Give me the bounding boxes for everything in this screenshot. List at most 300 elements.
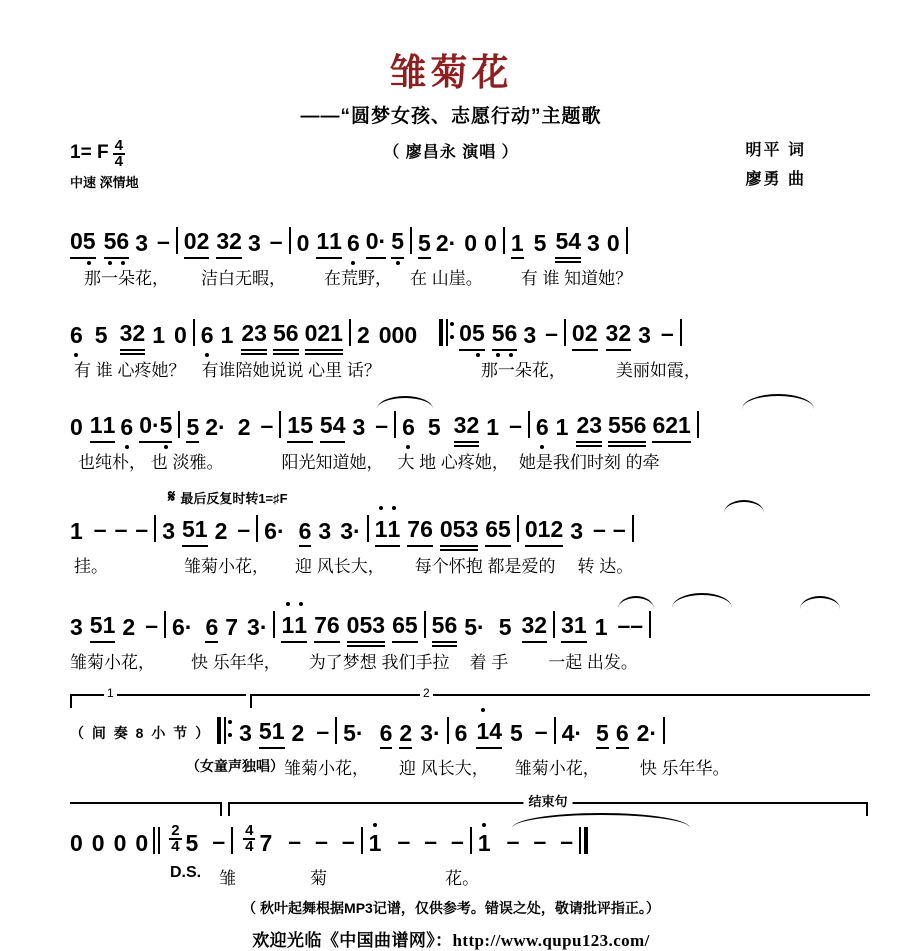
note-group xyxy=(485,516,511,552)
credits-block xyxy=(746,136,806,195)
note-group xyxy=(320,412,346,448)
note: 2 xyxy=(196,227,210,254)
note-extender: – xyxy=(212,827,226,854)
note: 0 xyxy=(113,829,127,856)
note: 5 xyxy=(471,319,485,346)
note: 5 xyxy=(596,722,609,754)
note: 3 xyxy=(119,319,133,346)
note-group xyxy=(366,228,386,264)
lyric-segment: 大 地 心疼她， xyxy=(397,452,509,472)
lyric-segment: 菊 xyxy=(310,868,328,888)
lyric-segment: 迎 风长大， xyxy=(399,758,489,778)
note: 0 xyxy=(91,829,105,856)
note-group xyxy=(305,320,343,356)
note: 3 xyxy=(561,611,574,638)
volta-label: 1 xyxy=(104,687,117,699)
ending-label: 结束句 xyxy=(523,795,572,808)
note: 1 xyxy=(220,321,234,348)
lyric-segment: 雏菊小花， xyxy=(514,758,600,778)
note: 3 xyxy=(638,321,651,348)
note-extender: – xyxy=(617,611,631,638)
note-extender: – xyxy=(451,827,464,854)
barline xyxy=(164,611,166,638)
note: 4 xyxy=(332,411,346,438)
note: 1 xyxy=(511,232,524,264)
note: 3 xyxy=(465,515,479,542)
note-extender: – xyxy=(260,411,274,438)
website-footer: 欢迎光临《中国曲谱网》：http://www.qupu123.com/ xyxy=(252,930,650,950)
note: 0 xyxy=(173,321,187,348)
note: 6· xyxy=(171,613,193,640)
barline xyxy=(335,717,337,744)
note: 5 xyxy=(620,411,634,438)
note-extender: – xyxy=(560,827,574,854)
segno-icon: 𝄋 xyxy=(168,486,176,506)
note: 1 xyxy=(271,717,285,744)
note: 0 xyxy=(346,611,360,638)
barline xyxy=(470,827,472,854)
note-extender: – xyxy=(341,827,355,854)
note: 0 xyxy=(139,411,152,438)
barline xyxy=(517,515,519,542)
note: 2 xyxy=(550,515,564,542)
barline xyxy=(553,611,555,638)
note: 5 xyxy=(498,613,512,640)
subtitle: ——“圆梦女孩、志愿行动”主题歌 xyxy=(300,105,602,127)
note-extender: – xyxy=(288,827,302,854)
barline xyxy=(528,411,530,438)
lyrics-row-3 xyxy=(70,448,870,476)
note: 3 xyxy=(589,411,603,438)
note: 6 xyxy=(420,515,433,542)
note: 1 xyxy=(678,411,691,438)
lyrics-row-1 xyxy=(70,264,870,292)
note-group xyxy=(606,320,632,356)
note: 5 xyxy=(431,611,445,638)
note: 6 xyxy=(299,520,312,552)
note: 2 xyxy=(122,613,136,640)
note: 1 xyxy=(294,611,308,638)
note: 0 xyxy=(70,829,83,856)
note: 5· xyxy=(464,613,485,640)
note-extender: – xyxy=(506,827,520,854)
lyric-segment: 一起 出发。 xyxy=(548,652,638,672)
note: 6 xyxy=(485,515,499,542)
note: 0 xyxy=(484,229,497,256)
note: 0 xyxy=(524,515,538,542)
note: 2 xyxy=(229,227,242,254)
notes-row-4 xyxy=(70,510,870,552)
note: 6 xyxy=(616,722,629,754)
note: 5 xyxy=(359,611,373,638)
note-extender: – xyxy=(612,515,626,542)
lyrics-row-5 xyxy=(70,648,870,676)
note-extender: – xyxy=(237,515,251,542)
note: 3 xyxy=(70,613,83,640)
lyric-segment: 她是我们时刻 的牵 xyxy=(518,452,660,472)
note: 6 xyxy=(633,411,647,438)
barline xyxy=(176,227,178,254)
note-group xyxy=(316,228,342,264)
note: 2 xyxy=(291,719,305,746)
note-group xyxy=(392,612,418,648)
note: 3 xyxy=(587,229,600,256)
barline xyxy=(424,611,426,638)
note: 2 xyxy=(399,722,412,754)
note-group xyxy=(90,412,116,448)
lyric-segment: 着 手 xyxy=(469,652,509,672)
barline xyxy=(367,515,369,542)
barline xyxy=(231,827,233,854)
note-extender: – xyxy=(145,611,158,638)
note-group xyxy=(459,320,485,356)
note: 6 xyxy=(120,416,133,448)
note: 2· xyxy=(205,413,226,440)
note: 6 xyxy=(454,719,468,746)
composer-credit: 廖勇 曲 xyxy=(745,171,806,189)
time-signature-numerator: 4 xyxy=(114,136,123,154)
final-barline xyxy=(579,827,588,854)
note: 1 xyxy=(486,413,500,440)
time-signature xyxy=(113,136,125,170)
note: 1 xyxy=(194,515,208,542)
note-group xyxy=(273,320,299,356)
note-group xyxy=(241,320,267,356)
lyrics-row-2 xyxy=(70,356,870,384)
ending-bracket-left xyxy=(70,802,222,816)
note: 0 xyxy=(70,227,83,254)
volta-label: 2 xyxy=(420,687,433,699)
note-extender: – xyxy=(156,227,170,254)
note: 3 xyxy=(352,413,366,440)
note: 3 xyxy=(162,517,175,544)
ts-num: 4 xyxy=(245,822,254,840)
note: 2· xyxy=(435,229,457,256)
note: · xyxy=(151,411,160,438)
key-signature: 1= F xyxy=(70,141,109,163)
note: 6 xyxy=(70,324,83,356)
note: 1 xyxy=(478,832,491,864)
note: 0 xyxy=(183,227,197,254)
notes-row-2 xyxy=(70,314,870,356)
note: 3 xyxy=(372,611,386,638)
lyric-segment: 雏菊小花， xyxy=(70,652,155,672)
lyrics-row-4 xyxy=(70,552,870,580)
lyricist-credit: 明平 词 xyxy=(745,141,806,159)
barline xyxy=(154,515,156,542)
note: 5 xyxy=(404,611,418,638)
note: 5 xyxy=(103,227,117,254)
note: 5 xyxy=(94,321,108,348)
note: 3· xyxy=(340,517,361,544)
barline xyxy=(289,227,291,254)
staff-system-7 xyxy=(70,793,870,892)
note: 4· xyxy=(561,719,583,746)
volta-bracket-2 xyxy=(250,685,870,708)
note: 5 xyxy=(510,719,523,746)
barline xyxy=(632,515,634,542)
ts-den: 4 xyxy=(245,838,254,856)
barline xyxy=(394,411,396,438)
lyric-segment: 那一朵花， xyxy=(480,360,566,380)
note-extender: – xyxy=(114,515,128,542)
lyric-segment: 有 谁 知道她？ xyxy=(520,268,633,288)
note: 1 xyxy=(537,515,551,542)
note: 0 xyxy=(304,319,318,346)
note: 3 xyxy=(605,319,619,346)
transcription-note: （ 秋叶起舞根据MP3记谱，仅供参考。错误之处，敬请批评指正。） xyxy=(242,899,660,916)
note: 2 xyxy=(241,319,255,346)
note: 5 xyxy=(181,515,195,542)
note: 3 xyxy=(523,321,537,348)
note: 1 xyxy=(374,515,388,542)
note: 2 xyxy=(665,411,679,438)
note: 3 xyxy=(247,229,261,256)
note: 5 xyxy=(608,411,621,438)
lyric-segment: 阳光知道她， xyxy=(281,452,384,472)
page-title: 雏菊花 xyxy=(389,52,513,93)
note: 0 xyxy=(378,321,392,348)
barline xyxy=(554,717,556,744)
note-group xyxy=(407,516,433,552)
staff-system-3 xyxy=(70,406,870,476)
note-group xyxy=(70,228,96,264)
note: 0 xyxy=(70,413,83,440)
barline xyxy=(503,227,505,254)
note: 4 xyxy=(489,717,502,744)
repeat-start-barline xyxy=(217,717,226,744)
note: 2 xyxy=(466,411,480,438)
note: 5 xyxy=(533,229,547,256)
note: 0 xyxy=(464,229,478,256)
note-group xyxy=(375,516,401,552)
note-group xyxy=(391,228,404,264)
note: 1 xyxy=(316,227,330,254)
barline xyxy=(349,319,351,346)
note: 5 xyxy=(82,227,96,254)
note-group xyxy=(314,612,340,648)
note-extender: – xyxy=(660,319,674,346)
ds-marking: D.S. xyxy=(170,863,202,881)
note: 5 xyxy=(186,416,199,448)
note-group xyxy=(572,320,598,356)
note: 0 xyxy=(459,319,472,346)
lyric-segment: 花。 xyxy=(445,868,480,888)
note: 3 xyxy=(254,319,267,346)
lyric-segment: 洁白无暇， xyxy=(201,268,286,288)
note: 2 xyxy=(618,319,632,346)
barline xyxy=(273,611,275,638)
note: 0 xyxy=(404,321,418,348)
note: 5 xyxy=(159,411,173,438)
note-group xyxy=(287,412,313,448)
segno-marking xyxy=(168,488,288,507)
barline xyxy=(447,717,449,744)
note: 3· xyxy=(420,719,441,746)
barline xyxy=(361,827,363,854)
note: 4 xyxy=(568,227,582,254)
lyric-segment: 也纯朴， 也 淡雅。 xyxy=(78,452,224,472)
ts-num: 2 xyxy=(171,822,180,840)
lyric-segment: 雏菊小花， xyxy=(184,556,269,576)
lyric-segment: 每个怀抱 都是爱的 xyxy=(414,556,556,576)
barline xyxy=(697,411,699,438)
note: 7 xyxy=(407,515,421,542)
note: 0 xyxy=(296,229,310,256)
note: 1 xyxy=(102,611,116,638)
note: 5 xyxy=(427,413,441,440)
note-group xyxy=(120,320,146,356)
note-group xyxy=(440,516,478,552)
note-extender: – xyxy=(630,611,644,638)
note-extender: – xyxy=(315,827,328,854)
staff-system-4 xyxy=(70,486,870,580)
note: 0 xyxy=(391,321,405,348)
note: · xyxy=(378,227,387,254)
note: 1 xyxy=(330,319,343,346)
note: 1 xyxy=(573,611,587,638)
performer-credit: （ 廖昌永 演唱 ） xyxy=(383,143,519,161)
note: 0 xyxy=(439,515,453,542)
note-extender: – xyxy=(269,227,283,254)
note-group xyxy=(184,228,210,264)
note: 5 xyxy=(319,411,333,438)
note-extender: – xyxy=(93,515,107,542)
lyric-segment: 在荒野， xyxy=(324,268,392,288)
volta-bracket-1 xyxy=(70,685,246,708)
barline xyxy=(663,717,665,744)
barline xyxy=(564,319,566,346)
note-extender: – xyxy=(533,827,547,854)
note: 3 xyxy=(521,611,535,638)
time-signature-change xyxy=(243,824,255,864)
notes-row-6 xyxy=(70,712,870,754)
barline xyxy=(256,515,258,542)
lyric-segment: 快 乐年华， xyxy=(191,652,281,672)
note: 5 xyxy=(300,411,313,438)
lyrics-row-6 xyxy=(70,754,870,782)
staff-system-5 xyxy=(70,606,870,676)
lyric-segment: 迎 风长大， xyxy=(295,556,385,576)
note: 7 xyxy=(314,611,327,638)
note-extender: – xyxy=(135,515,149,542)
note-group xyxy=(561,612,587,648)
note: 2 xyxy=(576,411,590,438)
note-group xyxy=(139,412,172,448)
barline xyxy=(680,319,682,346)
note: 1 xyxy=(70,517,83,544)
note: 0 xyxy=(606,229,620,256)
tempo-marking: 中速 深情地 xyxy=(70,175,139,191)
note-group xyxy=(608,412,646,448)
ts-den: 4 xyxy=(171,838,180,856)
note-extender: – xyxy=(534,717,548,744)
note: 1 xyxy=(329,227,342,254)
note: 6 xyxy=(444,611,458,638)
interlude-label: （ 间 奏 8 小 节 ） xyxy=(70,724,212,741)
lyric-segment: 那一朵花， xyxy=(84,268,169,288)
note: 6 xyxy=(392,611,405,638)
note-extender: – xyxy=(545,319,558,346)
note: 5 xyxy=(391,227,405,254)
ending-bracket-right xyxy=(228,793,868,816)
double-barline xyxy=(153,827,160,854)
note-extender: – xyxy=(593,515,606,542)
note: 1 xyxy=(287,411,301,438)
repeat-start-barline xyxy=(439,319,448,346)
note: 5 xyxy=(418,232,431,264)
note: 1 xyxy=(102,411,116,438)
note: 5 xyxy=(555,227,569,254)
note: 6 xyxy=(652,411,666,438)
note: 0 xyxy=(365,227,379,254)
lyric-segment: 在 山崖。 xyxy=(410,268,483,288)
note: 6 xyxy=(402,416,415,448)
segno-text: 最后反复时转1=♯F xyxy=(180,490,288,506)
note-group xyxy=(182,516,208,552)
note-extender: – xyxy=(316,717,330,744)
notes-row-1 xyxy=(70,222,870,264)
child-solo-label: （女童声独唱） xyxy=(186,757,284,774)
note: 2· xyxy=(636,719,658,746)
note: 1 xyxy=(555,413,569,440)
note-extender: – xyxy=(424,827,438,854)
note: 3 xyxy=(135,229,148,256)
note: 1 xyxy=(387,515,401,542)
note: 2 xyxy=(214,517,228,544)
note: 1 xyxy=(476,717,490,744)
note: 0 xyxy=(571,319,585,346)
barline xyxy=(649,611,651,638)
note-group xyxy=(216,228,242,264)
note: 3 xyxy=(570,517,584,544)
note-group xyxy=(522,612,548,648)
note-group xyxy=(576,412,602,448)
note-group xyxy=(454,412,480,448)
note: 1 xyxy=(594,613,608,640)
staff-system-1 xyxy=(70,222,870,292)
lyric-segment: 转 达。 xyxy=(577,556,634,576)
note: 2 xyxy=(317,319,331,346)
note-group xyxy=(432,612,458,648)
note-group xyxy=(259,718,285,754)
note: 5 xyxy=(185,829,199,856)
note: 6 xyxy=(285,319,299,346)
note-group xyxy=(347,612,385,648)
note-extender: – xyxy=(509,411,522,438)
staff-system-2 xyxy=(70,314,870,384)
note-group xyxy=(281,612,307,648)
note: 5· xyxy=(343,719,364,746)
note-group xyxy=(525,516,563,552)
lyric-segment: 雏菊小花， xyxy=(284,758,369,778)
note: 5 xyxy=(258,717,272,744)
lyrics-row-7 xyxy=(70,864,870,892)
note-group xyxy=(476,718,502,754)
note: 5 xyxy=(89,611,103,638)
note: 2 xyxy=(356,321,370,348)
lyric-segment: 挂。 xyxy=(74,556,108,576)
note: 2 xyxy=(584,319,598,346)
note: 5 xyxy=(452,515,466,542)
notes-row-5 xyxy=(70,606,870,648)
note: 6 xyxy=(504,319,518,346)
barline xyxy=(410,227,412,254)
notes-row-3 xyxy=(70,406,870,448)
lyric-segment: 为了梦想 我们手拉 xyxy=(308,652,450,672)
lyric-segment: 快 乐年华。 xyxy=(639,758,730,778)
note: 5 xyxy=(491,319,505,346)
